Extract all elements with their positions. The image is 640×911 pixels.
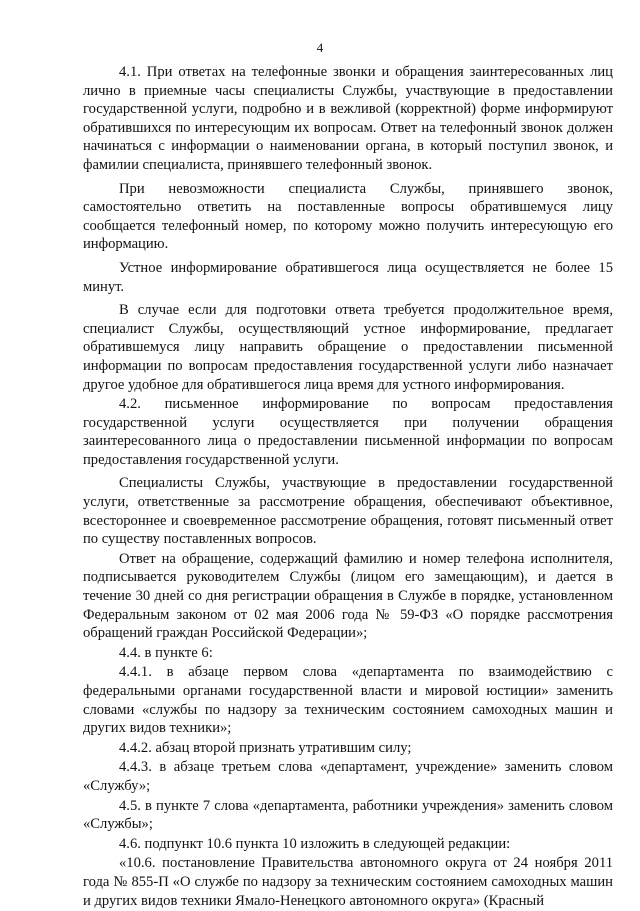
paragraph-specialists: Специалисты Службы, участвующие в предоставлении государственной услуги, ответственные за рассмотрение обращения, обеспечивают объективное, всестороннее и своевременное рассмотрение обращения, готовят письменный ответ по существу поставленных вопросов. [83,475,613,548]
paragraph-4-4-1: 4.4.1. в абзаце первом слова «департамента по взаимодействию с федеральными органами государственной власти и мировой юстиции» заменить словами «службы по надзору за техническим состоянием самоходных машин и других видов техники»; [83,664,613,737]
paragraph-4-4-3: 4.4.3. в абзаце третьем слова «департамент, учреждение» заменить словом «Службу»; [83,759,613,794]
document-body [83,63,613,911]
paragraph-4-6: 4.6. подпункт 10.6 пункта 10 изложить в следующей редакции: [119,835,511,852]
page-number: 4 [316,40,324,55]
paragraph-10-6: «10.6. постановление Правительства автономного округа от 24 ноября 2011 года № 855-П «О службе по надзору за техническим состоянием самоходных машин и других видов техники Ямало-Ненецкого автономного округа» (Красный [83,855,613,909]
paragraph-response: Ответ на обращение, содержащий фамилию и номер телефона исполнителя, подписывается руководителем Службы (лицом его замещающим), и дается в течение 30 дней со дня регистрации обращения в Службе в порядке, установленном Федеральным законом от 02 мая 2006 года № 59-ФЗ «О порядке рассмотрения обращений граждан Российской Федерации»; [83,550,613,642]
paragraph-4-5: 4.5. в пункте 7 слова «департамента, работники учреждения» заменить словом «Службы»; [83,797,613,833]
paragraph-4-1: 4.1. При ответах на телефонные звонки и обращения заинтересованных лиц лично в приемные часы специалисты Службы, участвующие в предоставлении государственной услуги, подробно и в вежливой (корректной) форме информируют обратившихся по интересующим их вопросам. Ответ на телефонный звонок должен начинаться с информации о наименовании органа, в который поступил звонок, и фамилии специалиста, принявшего телефонный звонок. [83,64,613,173]
paragraph-long-preparation: В случае если для подготовки ответа требуется продолжительное время, специалист Службы, осуществляющий устное информирование, предлагает обратившемуся лицу направить обращение о предоставлении письменной информации по вопросам предоставления государственной услуги либо назначает другое удобное для обратившегося лица время для устного информирования. [83,302,613,393]
paragraph-4-4: 4.4. в пункте 6: [119,644,213,661]
paragraph-4-2: 4.2. письменное информирование по вопросам предоставления государственной услуги осуществляется при получении обращения заинтересованного лица о предоставлении письменной информации по вопросам предоставления государственной услуги. [83,396,613,468]
paragraph-impossibility: При невозможности специалиста Службы, принявшего звонок, самостоятельно ответить на поставленные вопросы обратившемуся лицу сообщается телефонный номер, по которому можно получить интересующую его информацию. [83,180,613,253]
paragraph-oral-duration: Устное информирование обратившегося лица осуществляется не более 15 минут. [83,259,613,295]
paragraph-4-4-2: 4.4.2. абзац второй признать утратившим силу; [119,739,412,756]
